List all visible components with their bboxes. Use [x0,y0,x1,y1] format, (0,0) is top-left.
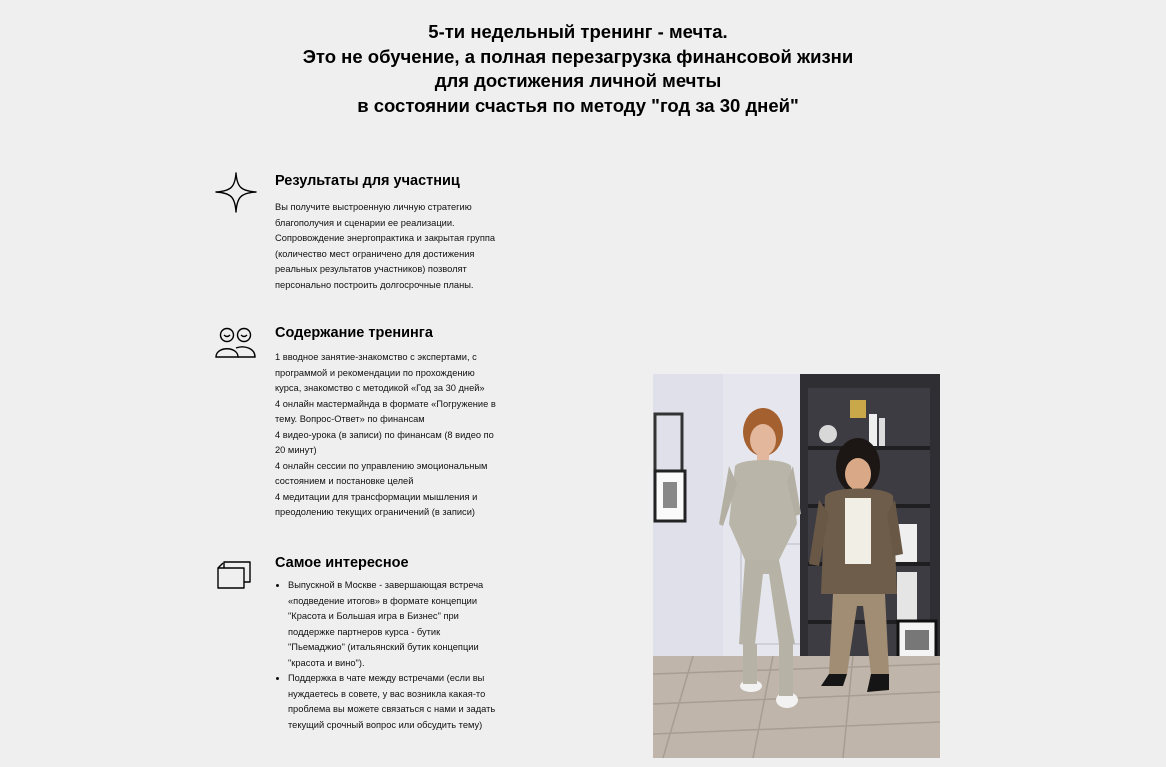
description-line: 4 онлайн мастермайнда в формате «Погружение в [275,398,496,409]
description-line: курса, знакомство с методикой «Год за 30 дней» [275,383,485,393]
description-line: • Выпускной в Москве - завершающая встреча [288,580,484,590]
headline-line-1: 5-ти недельный тренинг - мечта. [428,21,728,42]
description-line: благополучия и сценарии ее реализации. [275,217,455,228]
description-line: 4 медитации для трансформации мышления и [275,491,478,502]
feature-title: Самое интересное [275,555,409,571]
feature-description [275,200,515,293]
description-line: • Поддержка в чате между встречами (если вы [288,673,485,683]
sparkle-icon [214,172,258,216]
description-line: проблема вы можете связаться с нами и задать [288,704,496,714]
description-line: 20 минут) [275,445,317,455]
hero-photo [653,374,940,758]
description-line: "красота и вино"). [288,657,365,668]
list-item [288,578,515,671]
people-icon [214,324,258,368]
description-line: преодолению текущих ограничений (в записи) [275,507,475,517]
feature-title: Результаты для участниц [275,173,460,189]
headline-line-2: Это не обучение, а полная перезагрузка финансовой жизни [302,45,854,67]
description-line: Вы получите выстроенную личную стратегию [275,202,472,212]
headline-line-3: для достижения личной мечты [434,70,722,91]
feature-description [275,578,515,733]
feature-description [275,350,515,521]
feature-title: Содержание тренинга [275,325,433,341]
description-line: текущий срочный вопрос или обсудить тему) [288,719,483,730]
description-line: 4 онлайн сессии по управлению эмоциональным [275,460,488,471]
description-line: тему. Вопрос-Ответ» по финансам [275,414,425,424]
description-line: "Красота и Большая игра в Бизнес" при [288,611,459,621]
photo-illustration [653,374,940,758]
headline-line-4: в состоянии счастья по методу "год за 30 дней" [357,94,799,116]
list-item [288,671,515,733]
description-line: персонально построить долгосрочные планы. [275,279,474,290]
description-line: Сопровождение энергопрактика и закрытая группа [275,233,496,243]
folder-icon [214,554,258,598]
description-line: нуждаетесь в совете, у вас возникла какая-то [288,688,486,699]
description-line: (количество мест ограничено для достижения [275,248,475,259]
description-line: 4 видео-урока (в записи) по финансам (8 видео по [275,429,494,440]
description-line: поддержке партнеров курса - бутик [288,626,441,637]
description-line: программой и рекомендации по прохождению [275,367,475,378]
description-line: состоянием и постановке целей [275,476,414,486]
page-headline [0,20,1156,118]
description-line: "Пьемаджио" (итальянский бутик концепции [288,642,479,652]
description-line: «подведение итогов» в формате концепции [288,595,478,606]
highlights-list [275,578,515,733]
description-line: 1 вводное занятие-знакомство с экспертами, с [275,352,477,362]
description-line: реальных результатов участников) позволят [275,264,467,274]
